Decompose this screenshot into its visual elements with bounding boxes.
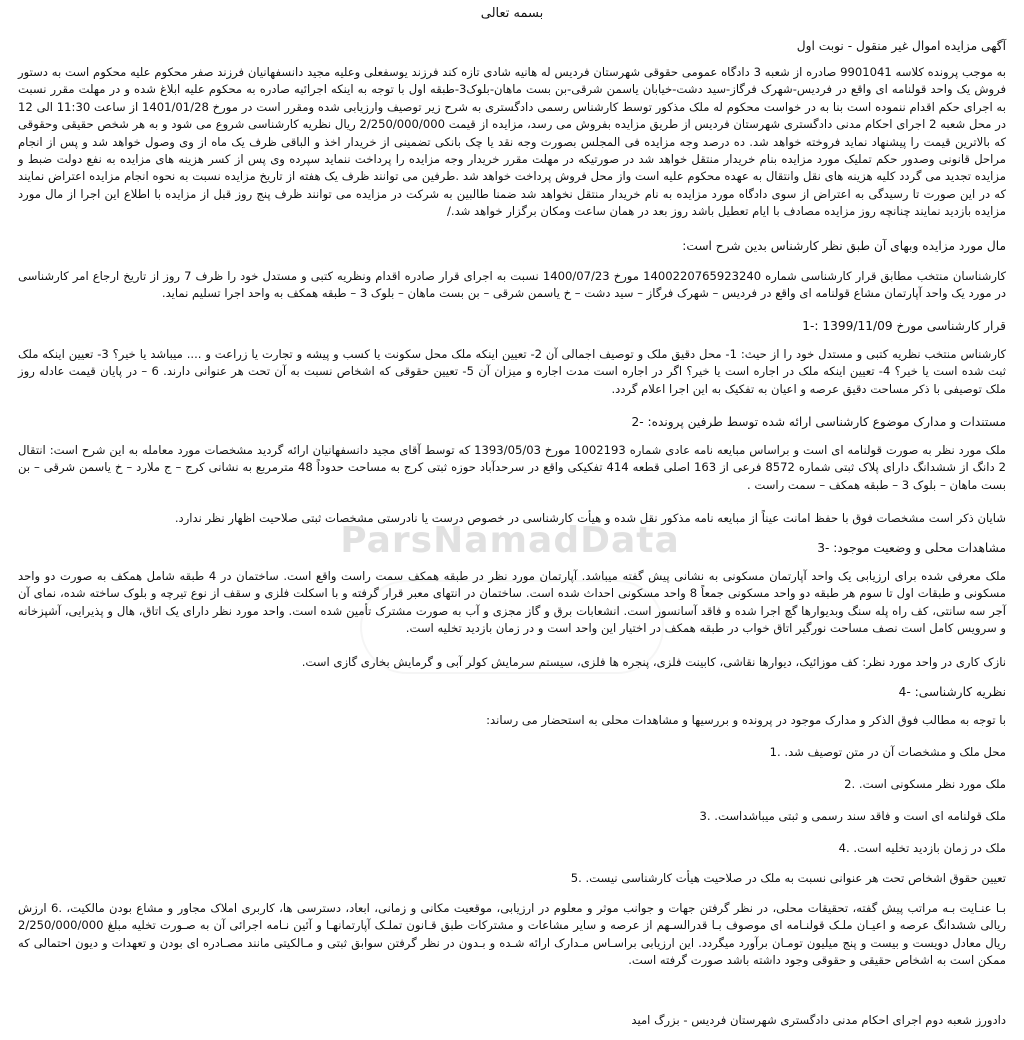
basmala: بسمه تعالی bbox=[480, 6, 544, 21]
decision-heading: قرار کارشناسی مورخ 1399/11/09 :-1 bbox=[802, 319, 1006, 333]
finishing-paragraph: نازک کاری در واحد مورد نظر: کف موزائیک، دیوارها نقاشی، کابینت فلزی، پنجره ها فلزی، سیستم سرمایش کولر آبی و گرمایش بخاری گازی است. bbox=[301, 655, 1006, 669]
site-heading: مشاهدات محلی و وضعیت موجود: -3 bbox=[817, 541, 1006, 555]
documents-paragraph: ملک مورد نظر به صورت قولنامه ای است و براساس مبایعه نامه عادی شماره 1002193 مورخ 1393/05/03 که توسط آقای مجید دانسفهانیان ارائه گردید مشخصات مورد معامله به این شرح است: انتقال 2 دانگ از ششدانگ دارای پلاک ثبتی شماره 8572 فرعی از 163 اصلی قطعه 414 تفکیکی واقع در سرحدآباد حوزه ثبتی کرج به مساحت حدوداً 48 مترمربع به نشانی کرج – ج ملارد – خ یاسمن شرقی – بن بست ماهان – بلوک 3 – طبقه همکف – سمت راست . bbox=[18, 443, 1007, 492]
opinion-item-4: ملک در زمان بازدید تخلیه است. .4 bbox=[838, 841, 1006, 855]
signature: دادورز شعبه دوم اجرای احکام مدنی دادگستری شهرستان فردیس - بزرگ امید bbox=[631, 1013, 1006, 1027]
opinion-item-1: محل ملک و مشخصات آن در متن توصیف شد. .1 bbox=[769, 745, 1006, 759]
property-heading: مال مورد مزایده وبهای آن طبق نظر کارشناس بدین شرح است: bbox=[682, 239, 1006, 253]
opinion-item-6: بـا عنـایت بـه مراتب پیش گفته، تحقیقات محلی، در نظر گرفتن جهات و جوانب موثر و معلوم در ارزیابی، موقعیت مکانی و زمانی، ابعاد، دسترسی ها، کاربری املاک مجاور و مشاع بودن مالکیت، .6 ارزش ریالی ششدانگ عرصه و اعیـان ملـک قولنـامه ای موصوف بـا قدرالسـهم از عرصه و سایر مشاعات و مشترکات طبق قـانون تملـک آپارتمانهـا و آئین نـامه اجرائی آن به صـورت تخلیه مبلغ 2/250/000/000 ریال معادل دویست و بیست و پنج میلیون تومـان برآورد میگردد. این ارزیابی براسـاس مـدارک ارائه شـده و بـدون در نظر گرفتن سوابق ثبتی و مـالکیتی مانند مصـادره ای بودن و تعهدات و دیون احتمالی که ممکن است به اشخاص حقیقی و حقوقی وجود داشته باشد صورت گرفته است. bbox=[18, 901, 1006, 968]
opinion-item-2: ملک مورد نظر مسکونی است. .2 bbox=[844, 777, 1006, 791]
decision-paragraph: کارشناس منتخب نظریه کتبی و مستدل خود را از حیث: 1- محل دقیق ملک و توصیف اجمالی آن 2- تعیین اینکه ملک محل سکونت یا کسب و پیشه و تجارت یا زراعت و .... میباشد یا خیر؟ 3- تعیین اینکه ملک ثبت شده است یا خیر؟ 4- تعیین اینکه ملک در اجاره است یا خیر؟ اگر در اجاره است مدت اجاره و میزان آن 5- تعیین حقوقی که اشخاص نسبت به آن تحت هر عنوانی دارند. 6 – در پایان قیمت عادله روز ملک توصیفی با ذکر مساحت دقیق عرصه و اعیان به تفکیک به این اجرا اعلام گردد. bbox=[18, 347, 1006, 396]
opinion-heading: نظریه کارشناسی: -4 bbox=[898, 685, 1006, 699]
documents-heading: مستندات و مدارک موضوع کارشناسی ارائه شده توسط طرفین پرونده: -2 bbox=[631, 415, 1006, 429]
site-paragraph: ملک معرفی شده برای ارزیابی یک واحد آپارتمان مسکونی به نشانی پیش گفته میباشد. آپارتمان مورد نظر در طبقه همکف سمت راست واقع است. ساختمان در 4 طبقه شامل همکف به صورت دو واحد مسکونی و طبقات اول تا سوم هر طبقه دو واحد مسکونی جمعاً 8 واحد مسکونی احداث شده است. ساختمان در انتهای معبر قرار گرفته و با اسکلت فلزی و سقف از نوع تیرچه و بلوک ساخته شده، نمای آن آجر سه سانتی، کف راه پله سنگ وبدیوارها گچ اجرا شده و فاقد آسانسور است. انشعابات برق و گاز مجزی و آب به صورت مشترک تأمین شده است. واحد مورد نظر دارای یک اتاق، هال و پذیرایی، آشپزخانه و سرویس کامل است نصف مساحت نورگیر اتاق خواب در طبقه همکف در اختیار این واحد است و در زمان بازدید تخلیه است. bbox=[18, 569, 1006, 636]
watermark-logo: ParsNamadData bbox=[340, 520, 680, 561]
documents-note: شایان ذکر است مشخصات فوق با حفظ امانت عیناً از مبایعه نامه مذکور نقل شده و هیأت کارشناسی در خصوص درست یا نادرستی مشخصات ثبتی صلاحیت اظهار نظر ندارد. bbox=[174, 511, 1006, 525]
notice-title: آگهی مزایده اموال غیر منقول - نوبت اول bbox=[796, 39, 1006, 53]
experts-paragraph: کارشناسان منتخب مطابق قرار کارشناسی شماره 1400220765923240 مورخ 1400/07/23 نسبت به اجرای قرار صادره اقدام ونظریه کتبی و مستدل خود را ظرف 7 روز از تاریخ ارجاع امر کارشناسی در مورد یک واحد آپارتمان مشاع قولنامه ای واقع در فردیس – شهرک فرگاز – سید دشت – خ یاسمن شرقی – بن بست ماهان – بلوک 3 – طبقه همکف به واحد اجرا تسلیم نماید. bbox=[18, 269, 1006, 301]
opinion-item-3: ملک قولنامه ای است و فاقد سند رسمی و ثبتی میباشداست. .3 bbox=[699, 809, 1006, 823]
opinion-item-5: تعیین حقوق اشخاص تحت هر عنوانی نسبت به ملک در صلاحیت هیأت کارشناسی نیست. .5 bbox=[570, 871, 1006, 885]
intro-paragraph: به موجب پرونده کلاسه 9901041 صادره از شعبه 3 دادگاه عمومی حقوقی شهرستان فردیس له هانیه شادی تازه کند فرزند یوسفعلی وعلیه مجید دانسفهانیان فرزند صفر محکوم علیه محکوم است به دستور فروش یک واحد قولنامه ای واقع در فردیس-شهرک فرگاز-سید دشت-خیابان یاسمن شرقی-بن بست ماهان-بلوک3-طبقه اول با توجه به اینکه اجرائیه صادره به محکوم علیه ابلاغ شده و در مهلت مقرر نسبت به اجرای حکم اقدام ننموده است بنا به در خواست محکوم له ملک مذکور توسط کارشناس رسمی دادگستری به شرح زیر توصیف وارزیابی شده ومقرر است در مورخ 1401/01/28 از ساعت 11:30 الی 12 در محل شعبه 2 اجرای احکام مدنی دادگستری شهرستان فردیس از طریق مزایده بفروش می رسد، مزایده از قیمت 2/250/000/000 ریال نظریه کارشناسی شروع می شود و به هر شخص حقیقی وحقوقی که بالاترین قیمت را پیشنهاد نماید فروخته خواهد شد. ده درصد وجه مزایده فی المجلس بصورت وجه نقد یا چک بانکی تضمینی از خریدار اخذ و الباقی ظرف یک ماه از وی وصول خواهد شد و پس از انجام مراحل قانونی وصدور حکم تملیک مورد مزایده بنام خریدار منتقل خواهد شد در صورتیکه در مهلت مقرر خریدار وجه مزایده را پرداخت ننماید سپرده وی پس از کسر هزینه های مزایده به نفع دولت ضبط و مزایده تجدید می گردد کلیه هزینه های نقل وانتقال به عهده محکوم علیه است واز محل فروش پرداخت خواهد شد .طرفین می توانند ظرف یک هفته از تاریخ مزایده نسبت به نحوه انجام مزایده اعتراض نمایند که در این صورت تا رسیدگی به اعتراض از سوی دادگاه مورد مزایده به نام خریدار منتقل نخواهد شد ضمنا طالبین به شرکت در مزایده می توانند ظرف پنج روز قبل از مزایده با اطلاع این اجرا از مال مورد مزایده بازدید نمایند چنانچه روز مزایده مصادف با ایام تعطیل باشد روز بعد در همان ساعت ومکان برگزار خواهد شد./ bbox=[18, 65, 1007, 219]
opinion-intro: با توجه به مطالب فوق الذکر و مدارک موجود در پرونده و بررسیها و مشاهدات محلی به استحضار می رساند: bbox=[486, 713, 1006, 727]
